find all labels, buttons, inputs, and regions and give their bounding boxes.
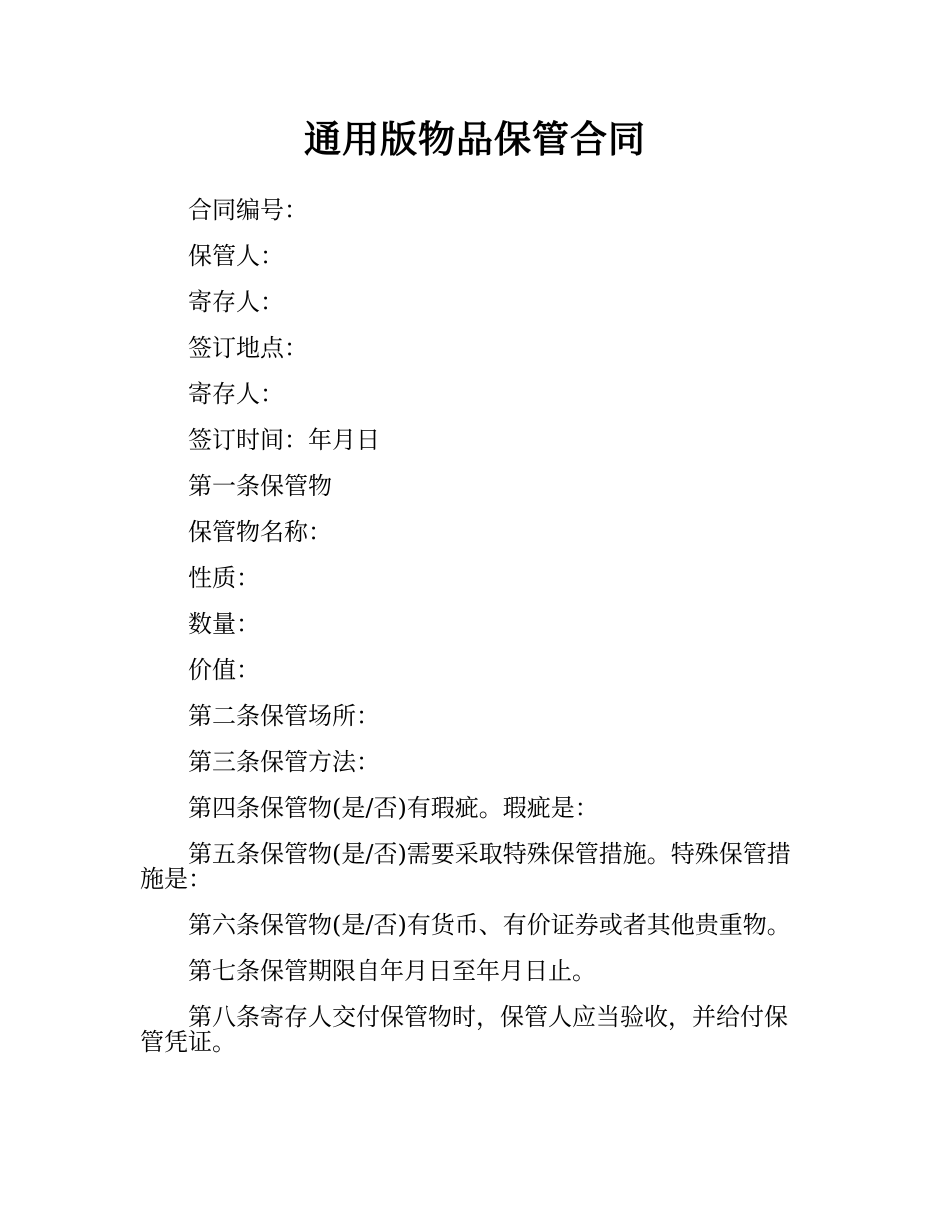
custodian-line: 保管人： [188, 242, 284, 270]
article-5-paragraph: 第五条保管物(是/否)需要采取特殊保管措施。特殊保管措施是： [140, 840, 791, 893]
article-2-line: 第二条保管场所： [188, 702, 380, 730]
contract-number-line: 合同编号： [188, 196, 308, 224]
article-1-heading: 第一条保管物 [188, 472, 332, 500]
article-4-line: 第四条保管物(是/否)有瑕疵。瑕疵是： [188, 794, 599, 822]
signing-place-line: 签订地点： [188, 334, 308, 362]
item-name-line: 保管物名称： [188, 518, 332, 546]
item-value-line: 价值： [188, 656, 260, 684]
item-nature-line: 性质： [188, 564, 260, 592]
article-3-line: 第三条保管方法： [188, 748, 380, 776]
depositor-line-2: 寄存人： [188, 380, 284, 408]
document-title: 通用版物品保管合同 [304, 118, 646, 161]
document-body [140, 198, 810, 1076]
article-6-paragraph: 第六条保管物(是/否)有货币、有价证券或者其他贵重物。 [188, 911, 791, 939]
article-7-paragraph: 第七条保管期限自年月日至年月日止。 [188, 957, 596, 985]
article-8-paragraph: 第八条寄存人交付保管物时，保管人应当验收，并给付保管凭证。 [140, 1003, 788, 1056]
item-quantity-line: 数量： [188, 610, 260, 638]
signing-time-line: 签订时间：年月日 [188, 426, 380, 454]
depositor-line: 寄存人： [188, 288, 284, 316]
